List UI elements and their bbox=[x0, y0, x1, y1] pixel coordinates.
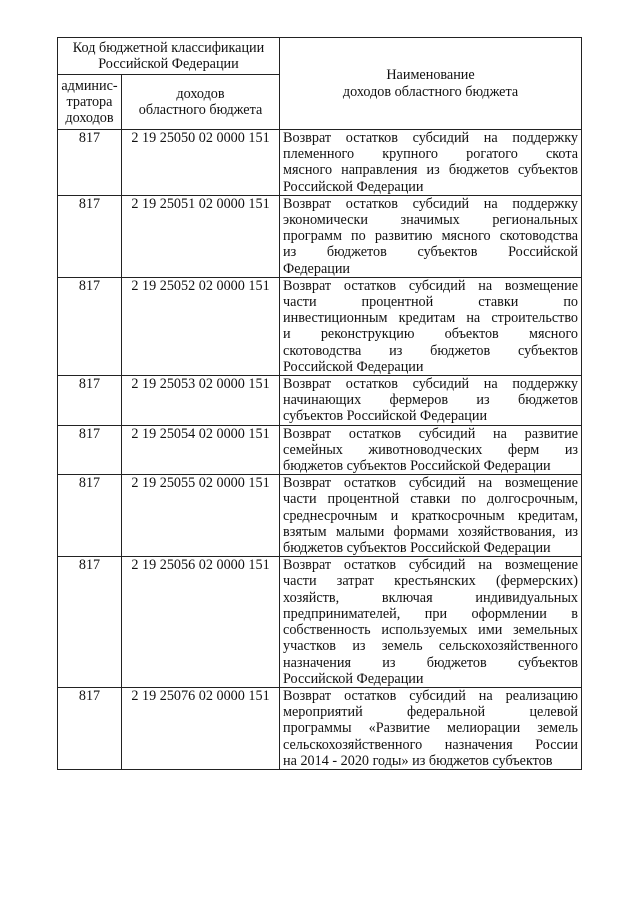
income-name-line: взятым малыми формами хозяйствования, из bbox=[283, 523, 579, 540]
income-name-line: бюджетов субъектов Российской Федерации bbox=[283, 458, 551, 475]
header-name-line-1: Наименование bbox=[386, 67, 475, 84]
income-name-line: хозяйств, включая индивидуальных bbox=[283, 589, 579, 606]
income-name-line: Возврат остатков субсидий на реализацию bbox=[283, 687, 579, 704]
income-name-line: Возврат остатков субсидий на поддержку bbox=[283, 195, 579, 212]
income-code-cell: 2 19 25054 02 0000 151 bbox=[122, 425, 280, 475]
income-name-line: бюджетов субъектов Российской Федерации bbox=[283, 540, 551, 557]
income-name-line: Российской Федерации bbox=[283, 358, 424, 375]
header-group-line-1: Код бюджетной классификации bbox=[72, 39, 265, 56]
table-row bbox=[58, 687, 582, 769]
income-name-line: из бюджетов субъектов Российской bbox=[283, 244, 579, 261]
administrator-code-cell: 817 bbox=[58, 475, 122, 557]
income-name-cell bbox=[280, 195, 582, 277]
table-header bbox=[58, 38, 582, 130]
administrator-code-cell: 817 bbox=[58, 195, 122, 277]
administrator-code-cell: 817 bbox=[58, 425, 122, 475]
income-name-line: Российской Федерации bbox=[283, 178, 424, 195]
income-name-line: назначения из бюджетов субъектов bbox=[283, 654, 579, 671]
income-name-line: Возврат остатков субсидий на возмещение bbox=[283, 475, 579, 492]
income-name-line: Возврат остатков субсидий на развитие bbox=[283, 425, 579, 442]
administrator-code-cell: 817 bbox=[58, 277, 122, 375]
header-budget-classification-code bbox=[58, 38, 280, 75]
income-name-line: Российской Федерации bbox=[283, 670, 424, 687]
income-name-line: сельскохозяйственного назначения России bbox=[283, 736, 579, 753]
income-code-cell: 2 19 25053 02 0000 151 bbox=[122, 376, 280, 426]
income-name-line: скотоводства из бюджетов субъектов bbox=[283, 342, 579, 359]
income-code-cell: 2 19 25076 02 0000 151 bbox=[122, 687, 280, 769]
income-code-cell: 2 19 25051 02 0000 151 bbox=[122, 195, 280, 277]
header-name-line-2: доходов областного бюджета bbox=[342, 83, 519, 100]
income-name-line: части затрат крестьянских (фермерских) bbox=[283, 573, 579, 590]
administrator-code-cell: 817 bbox=[58, 557, 122, 688]
income-name-line: и реконструкцию объектов мясного bbox=[283, 326, 579, 343]
income-name-line: Возврат остатков субсидий на поддержку bbox=[283, 130, 579, 146]
administrator-code-cell: 817 bbox=[58, 376, 122, 426]
header-administrator bbox=[58, 75, 122, 130]
income-name-cell bbox=[280, 557, 582, 688]
income-name-line: Возврат остатков субсидий на возмещение bbox=[283, 277, 579, 294]
income-name-line: среднесрочным и краткосрочным кредитам, bbox=[283, 507, 579, 524]
income-name-line: мероприятий федеральной целевой bbox=[283, 704, 579, 721]
header-income-line-2: областного бюджета bbox=[138, 102, 263, 118]
header-admin-line-3: доходов bbox=[65, 110, 114, 126]
administrator-code-cell: 817 bbox=[58, 130, 122, 196]
income-name-line: экономически значимых региональных bbox=[283, 212, 579, 229]
income-name-line: Федерации bbox=[283, 260, 351, 277]
header-group-line-2: Российской Федерации bbox=[98, 56, 239, 72]
table-row bbox=[58, 557, 582, 688]
income-code-cell: 2 19 25056 02 0000 151 bbox=[122, 557, 280, 688]
income-name-line: на 2014 - 2020 годы» из бюджетов субъектов bbox=[283, 752, 553, 769]
table-row bbox=[58, 195, 582, 277]
income-name-line: Возврат остатков субсидий на поддержку bbox=[283, 376, 579, 393]
income-name-cell bbox=[280, 425, 582, 475]
income-name-line: субъектов Российской Федерации bbox=[283, 408, 488, 425]
table-row bbox=[58, 277, 582, 375]
income-name-line: участков из земель сельскохозяйственного bbox=[283, 638, 579, 655]
income-name-line: предпринимателей, при оформлении в bbox=[283, 605, 579, 622]
budget-classification-table bbox=[57, 37, 582, 770]
income-name-line: программы «Развитие мелиорации земель bbox=[283, 720, 579, 737]
header-income-line-1: доходов bbox=[176, 86, 225, 102]
table-row bbox=[58, 376, 582, 426]
income-name-line: части процентной ставки по долгосрочным, bbox=[283, 491, 579, 508]
income-name-line: программ по развитию мясного скотоводства bbox=[283, 228, 579, 245]
administrator-code-cell: 817 bbox=[58, 687, 122, 769]
table-row bbox=[58, 130, 582, 196]
income-name-line: племенного крупного рогатого скота bbox=[283, 146, 579, 163]
income-code-cell: 2 19 25055 02 0000 151 bbox=[122, 475, 280, 557]
header-admin-line-2: тратора bbox=[66, 94, 113, 110]
header-admin-line-1: админис- bbox=[61, 78, 118, 94]
table-row bbox=[58, 425, 582, 475]
income-name-line: начинающих фермеров из бюджетов bbox=[283, 392, 579, 409]
income-name-cell bbox=[280, 475, 582, 557]
income-name-line: Возврат остатков субсидий на возмещение bbox=[283, 557, 579, 574]
income-name-line: мясного направления из бюджетов субъектов bbox=[283, 162, 579, 179]
income-name-cell bbox=[280, 277, 582, 375]
table-row bbox=[58, 475, 582, 557]
header-regional-income bbox=[122, 75, 280, 130]
income-name-cell bbox=[280, 130, 582, 196]
income-code-cell: 2 19 25052 02 0000 151 bbox=[122, 277, 280, 375]
income-name-line: собственность используемых ими земельных bbox=[283, 622, 579, 639]
income-code-cell: 2 19 25050 02 0000 151 bbox=[122, 130, 280, 196]
income-name-line: инвестиционным кредитам на строительство bbox=[283, 310, 579, 327]
header-income-name bbox=[280, 38, 582, 130]
table-body bbox=[58, 130, 582, 770]
income-name-line: части процентной ставки по bbox=[283, 294, 579, 311]
income-name-line: семейных животноводческих ферм из bbox=[283, 441, 579, 458]
income-name-cell bbox=[280, 687, 582, 769]
income-name-cell bbox=[280, 376, 582, 426]
